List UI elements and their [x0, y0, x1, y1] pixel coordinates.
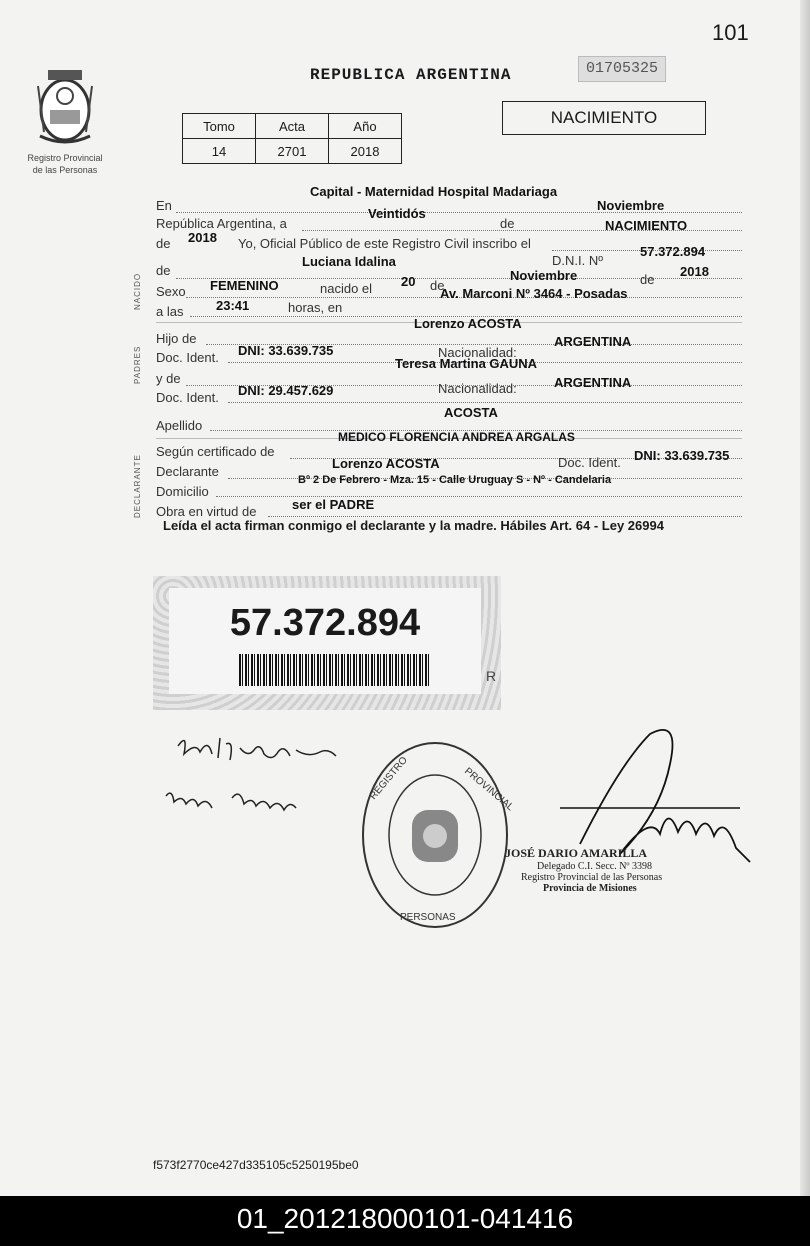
- label-segun-certificado: Según certificado de: [156, 444, 275, 459]
- page-number: 101: [712, 20, 749, 45]
- label-de-name: de: [156, 263, 171, 278]
- label-yo-oficial: Yo, Oficial Público de este Registro Civil inscribo el: [238, 236, 531, 251]
- value-mother-nationality: ARGENTINA: [554, 375, 632, 390]
- serial-number: 01705325: [578, 56, 666, 82]
- value-declarant-doc: DNI: 33.639.735: [634, 448, 730, 463]
- label-nacido-el: nacido el: [320, 281, 373, 296]
- value-by-virtue: ser el PADRE: [292, 497, 375, 512]
- label-republica: República Argentina, a: [156, 216, 287, 231]
- svg-text:PROVINCIAL: PROVINCIAL: [462, 765, 516, 814]
- value-acta: 2701: [256, 139, 329, 164]
- value-domicile: Bº 2 De Febrero - Mza. 15 - Calle Uruguay S - Nº - Candelaria: [298, 474, 612, 486]
- label-domicilio: Domicilio: [156, 484, 209, 499]
- label-y-de: y de: [156, 371, 181, 386]
- label-de: de: [500, 216, 515, 231]
- label-de-year: de: [156, 236, 171, 251]
- value-inscribe-type: NACIMIENTO: [605, 218, 688, 233]
- value-place: Capital - Maternidad Hospital Madariaga: [310, 184, 558, 199]
- value-birth-month: Noviembre: [510, 268, 578, 283]
- page-edge: [800, 0, 810, 1196]
- signer-role: Delegado C.I. Secc. Nº 3398: [537, 861, 653, 872]
- svg-text:REGISTRO: REGISTRO: [367, 754, 410, 802]
- label-a-las: a las: [156, 304, 184, 319]
- value-year: 2018: [188, 230, 217, 245]
- label-horas-en: horas, en: [288, 300, 343, 315]
- record-type-box: NACIMIENTO: [502, 101, 706, 135]
- label-obra: Obra en virtud de: [156, 504, 257, 519]
- volume-table: [182, 113, 402, 164]
- label-apellido: Apellido: [156, 418, 203, 433]
- label-hijo-de: Hijo de: [156, 331, 197, 346]
- label-sexo: Sexo: [156, 284, 186, 299]
- value-surname: ACOSTA: [444, 405, 498, 420]
- signer-block: [505, 846, 705, 894]
- value-sex: FEMENINO: [210, 278, 279, 293]
- value-child-dni: 57.372.894: [640, 244, 706, 259]
- value-declarant: Lorenzo ACOSTA: [332, 456, 440, 471]
- label-doc-ident-declarant: Doc. Ident.: [558, 455, 621, 470]
- value-mother-doc: DNI: 29.457.629: [238, 383, 334, 398]
- official-stamp-icon: [360, 740, 516, 930]
- dotted-line: [228, 402, 742, 403]
- value-child-name: Luciana Idalina: [302, 254, 396, 269]
- dni-sticker-number: 57.372.894: [229, 602, 421, 644]
- value-tomo: 14: [183, 139, 256, 164]
- label-declarante: Declarante: [156, 464, 219, 479]
- label-doc-ident-father: Doc. Ident.: [156, 350, 219, 365]
- side-label-declarante: DECLARANTE: [133, 454, 142, 518]
- dni-sticker-letter: R: [486, 668, 497, 684]
- value-birth-year: 2018: [680, 264, 709, 279]
- side-label-nacido: NACIDO: [133, 272, 142, 310]
- value-certificate: MEDICO FLORENCIA ANDREA ARGALAS: [338, 430, 575, 444]
- value-birth-day: 20: [401, 274, 416, 289]
- document-title: REPUBLICA ARGENTINA: [310, 66, 512, 84]
- registry-logo: [20, 66, 110, 175]
- value-father: Lorenzo ACOSTA: [414, 316, 522, 331]
- value-month: Noviembre: [597, 198, 665, 213]
- logo-caption-line1: Registro Provincial: [27, 153, 103, 163]
- dni-sticker-panel: [169, 588, 481, 694]
- label-dni: D.N.I. Nº: [552, 253, 603, 268]
- logo-caption-line2: de las Personas: [32, 165, 98, 175]
- dni-sticker: [153, 576, 501, 710]
- dotted-line: [268, 516, 742, 517]
- value-mother: Teresa Martina GAUNA: [395, 356, 538, 371]
- value-day-word: Veintidós: [368, 206, 426, 221]
- signer-name: JOSÉ DARIO AMARILLA: [505, 846, 648, 860]
- header-acta: Acta: [256, 114, 329, 139]
- label-nacionalidad-mother: Nacionalidad:: [438, 381, 517, 396]
- label-de-year2: de: [640, 272, 655, 287]
- side-label-padres: PADRES: [133, 345, 142, 384]
- label-de-month: de: [430, 278, 445, 293]
- footer-code: 01_201218000101-041416: [0, 1196, 810, 1246]
- header-anio: Año: [329, 114, 402, 139]
- legal-note: Leída el acta firman conmigo el declarante y la madre. Hábiles Art. 64 - Ley 26994: [163, 518, 664, 533]
- label-nacionalidad-father: Nacionalidad:: [438, 345, 517, 360]
- signer-province: Provincia de Misiones: [543, 883, 637, 894]
- value-birth-time: 23:41: [216, 298, 250, 313]
- svg-text:PERSONAS: PERSONAS: [400, 912, 456, 923]
- value-father-nationality: ARGENTINA: [554, 334, 632, 349]
- label-en: En: [156, 198, 172, 213]
- handwritten-signatures: [160, 724, 350, 824]
- value-father-doc: DNI: 33.639.735: [238, 343, 334, 358]
- coat-of-arms-icon: [32, 66, 98, 146]
- label-doc-ident-mother: Doc. Ident.: [156, 390, 219, 405]
- value-anio: 2018: [329, 139, 402, 164]
- value-birth-place: Av. Marconi Nº 3464 - Posadas: [440, 286, 628, 301]
- header-tomo: Tomo: [183, 114, 256, 139]
- document-hash: f573f2770ce427d335105c5250195be0: [153, 1158, 359, 1172]
- barcode-icon: [239, 654, 429, 686]
- signer-office: Registro Provincial de las Personas: [521, 872, 663, 883]
